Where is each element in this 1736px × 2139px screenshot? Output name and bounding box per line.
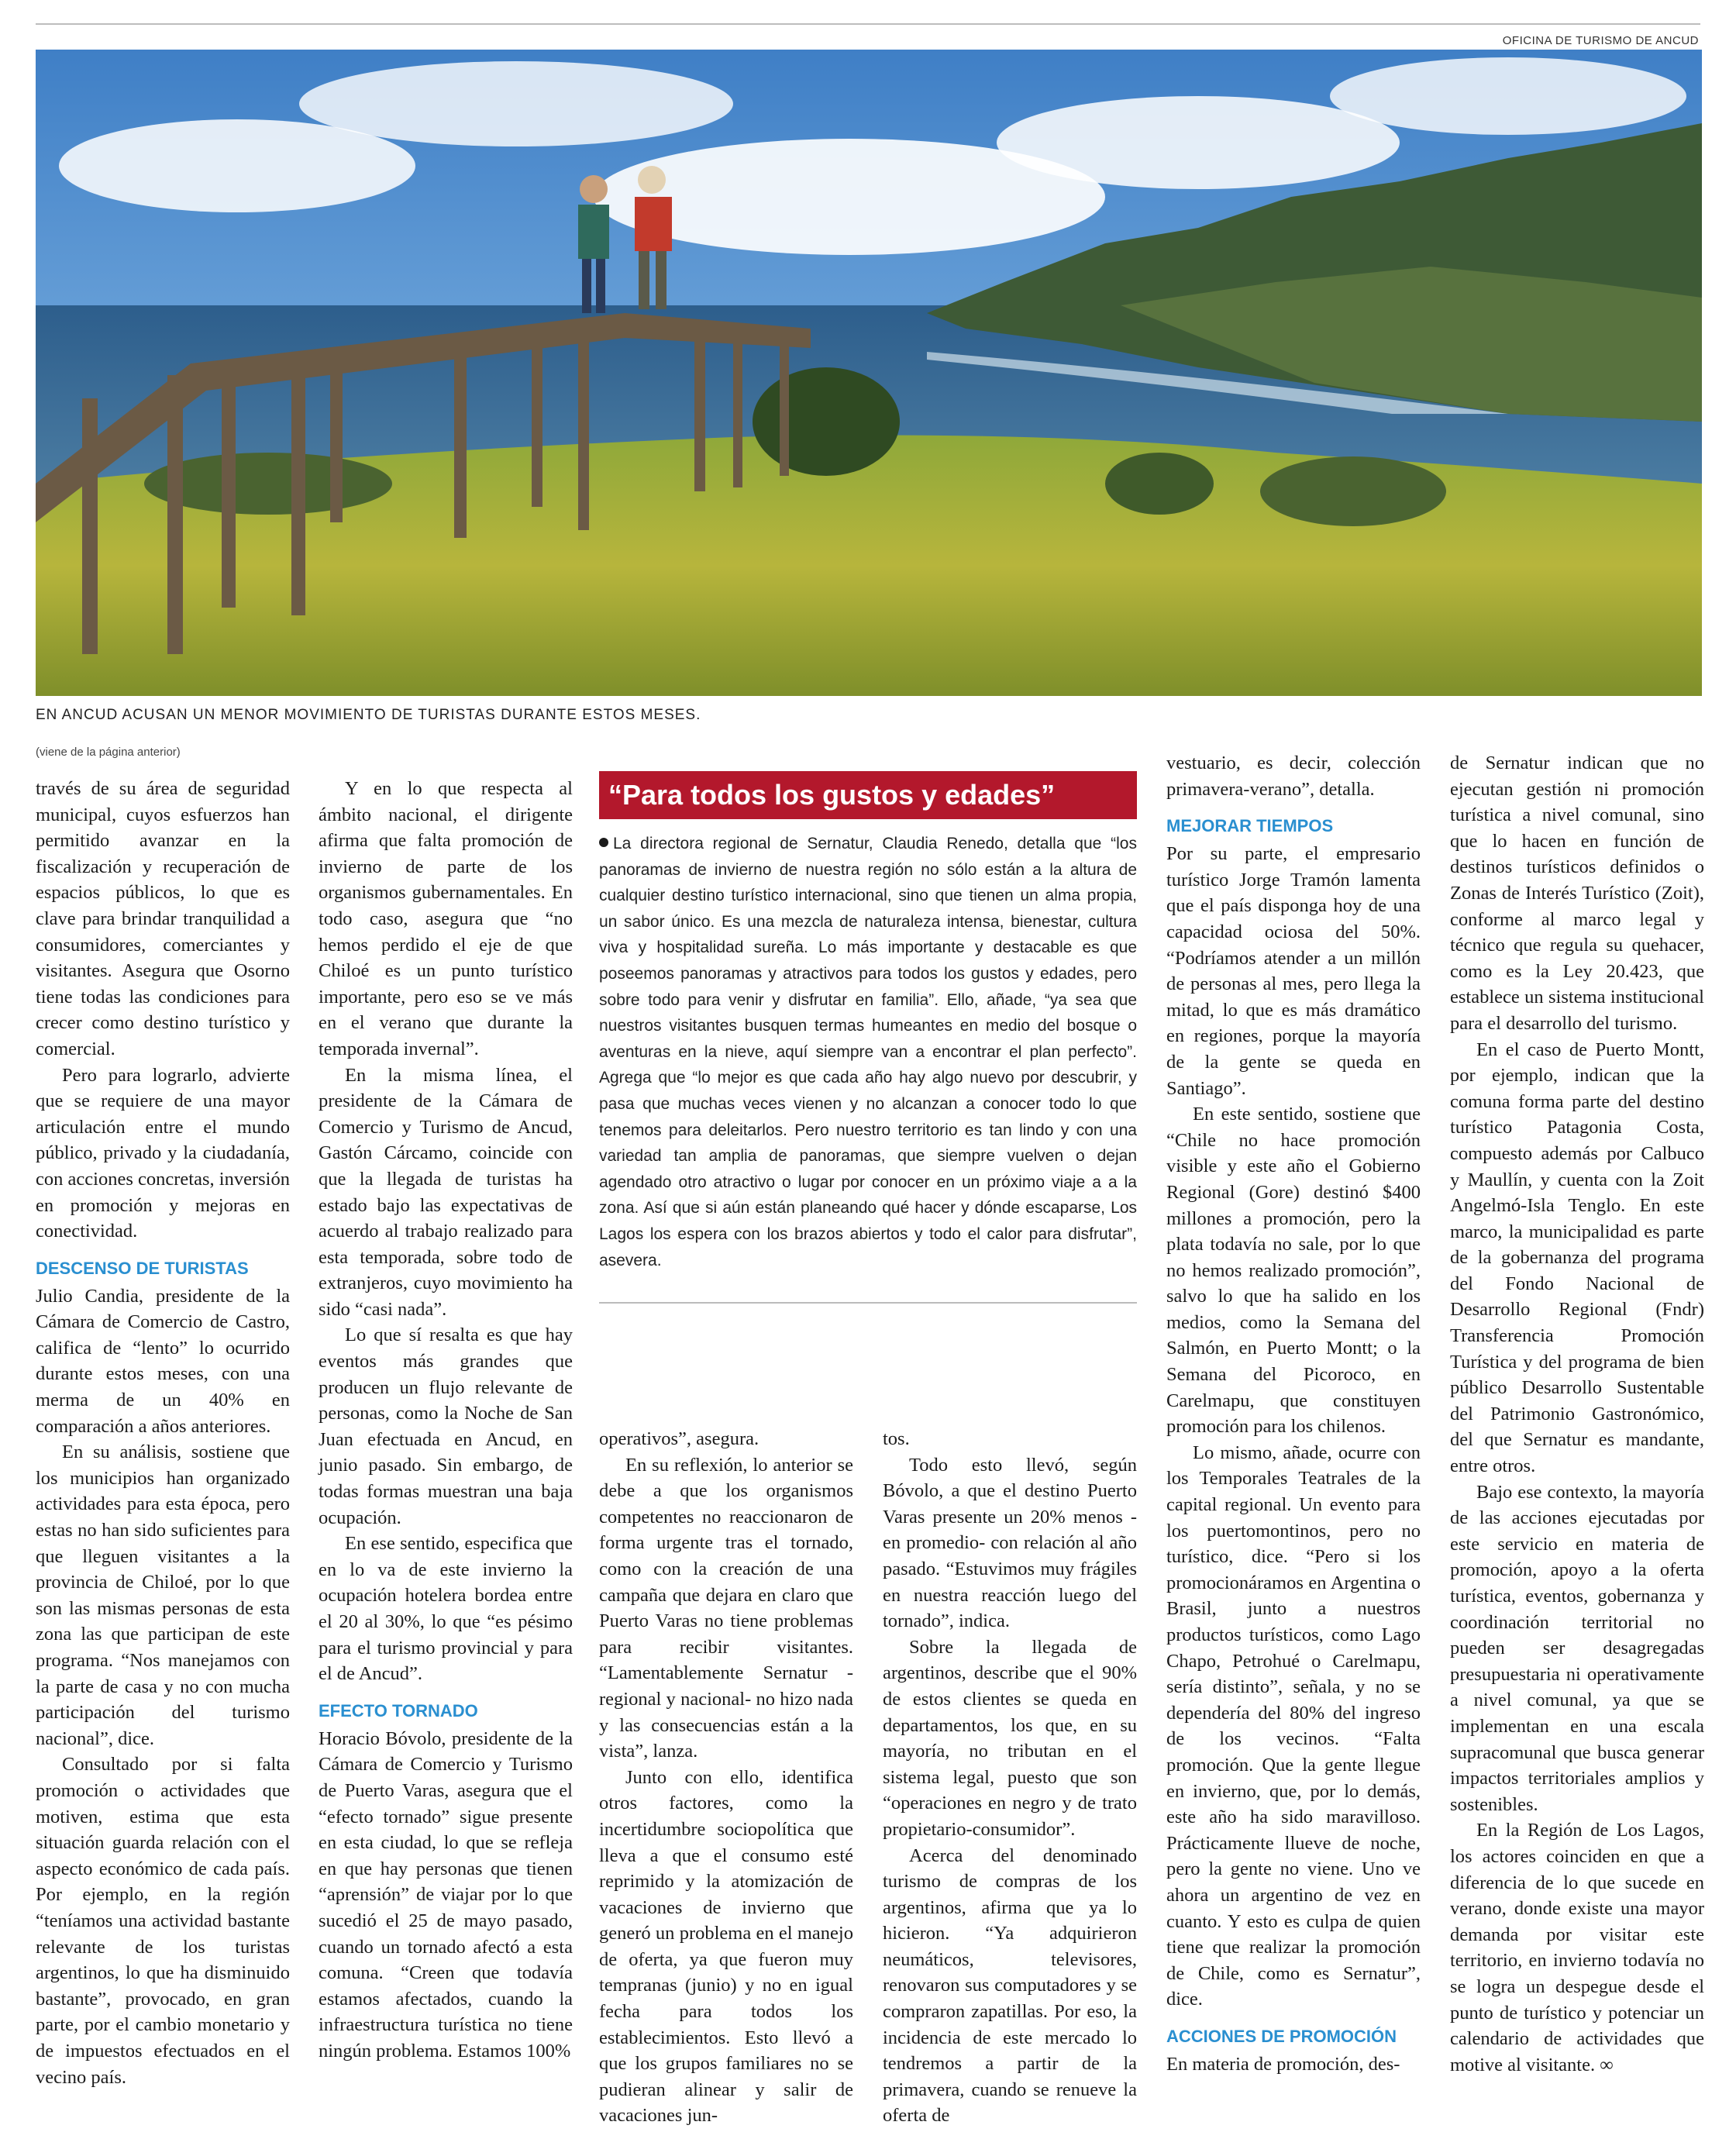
subheading-mejorar-tiempos: MEJORAR TIEMPOS	[1166, 816, 1334, 836]
paragraph: tos.	[883, 1428, 910, 1449]
paragraph: En su reflexión, lo anterior se debe a que los organismos competentes no reaccionaron de forma urgente tras el tornado, como con la creación de una campaña que dejara en claro que Puerto Varas no tiene problemas para recibir visitantes. “Lamentablemente Sernatur -regional y nacional- no hizo nada y las consecuencias están a la vista”, lanza.	[599, 1454, 853, 1762]
paragraph: En la Región de Los Lagos, los actores coinciden en que a diferencia de lo que sucede en verano, donde existe una mayor demanda por visitar este territorio, en invierno todavía no se logra un despegue desde el punto de turístico y potenciar un calendario de actividades que motive al visitante. ∞	[1450, 1820, 1704, 2075]
paragraph: Consultado por si falta promoción o actividades que motiven, estima que esta situación guarda relación con el aspecto económico de cada país. Por ejemplo, en la región “teníamos una actividad bastante relevante de los turistas argentinos, lo que ha disminuido bastante”, provocado, en gran parte, por el cambio monetario y de impuestos efectuados en el vecino país.	[36, 1754, 290, 2088]
article-column-6	[1450, 750, 1704, 2078]
article-column-3	[599, 1426, 853, 2129]
paragraph: Bajo ese contexto, la mayoría de las acciones ejecutadas por este servicio en materia de promoción, apoyo a la oferta turística, eventos, gobernanza y coordinación territorial no pueden ser desagregadas presupuestaria ni operativamente a nivel comunal, ya que se implementan en una escala supracomunal que busca generar impactos territoriales amplios y sostenibles.	[1450, 1481, 1704, 1815]
subheading-efecto-tornado: EFECTO TORNADO	[319, 1700, 478, 1720]
paragraph: En materia de promoción, des-	[1166, 2053, 1400, 2075]
article-column-1	[36, 776, 290, 2090]
paragraph: En ese sentido, especifica que en lo va de este invierno la ocupación hotelera bordea entre el 20 al 30%, lo que “es pésimo para el turismo provincial y para el de Ancud”.	[319, 1533, 573, 1685]
photo-credit: OFICINA DE TURISMO DE ANCUD	[1502, 34, 1699, 47]
header-rule	[36, 23, 1700, 25]
sidebar-box-text	[599, 831, 1137, 1273]
subheading-acciones-promocion: ACCIONES DE PROMOCIÓN	[1166, 2026, 1397, 2046]
article-column-4	[883, 1426, 1137, 2129]
paragraph: Pero para lograrlo, advierte que se requiere de una mayor articulación entre el mundo público, privado y la ciudadanía, con acciones concretas, inversión en promoción y mejoras en conectividad.	[36, 1064, 290, 1242]
paragraph: En su análisis, sostiene que los municipios han organizado actividades para esta época, pero estas no han sido suficientes para que lleguen visitantes a la provincia de Chiloé, por lo que son las mismas personas de esta zona las que participan de este programa. “Nos manejamos con la parte de casa y no con mucha participación del turismo nacional”, dice.	[36, 1442, 290, 1749]
sidebar-box-rule	[599, 1302, 1137, 1304]
continued-note: (viene de la página anterior)	[36, 746, 181, 759]
paragraph: operativos”, asegura.	[599, 1428, 760, 1449]
bullet-icon	[599, 838, 608, 847]
paragraph: Y en lo que respecta al ámbito nacional, el dirigente afirma que falta promoción de invierno de parte de los organismos gubernamentales. En todo caso, asegura que “no hemos perdido el eje de que Chiloé es un punto turístico importante, pero eso se ve más en el verano que durante la temporada invernal”.	[319, 778, 573, 1059]
sidebar-box-title: “Para todos los gustos y edades”	[599, 771, 1137, 819]
sidebar-box-body: La directora regional de Sernatur, Claudia Renedo, detalla que “los panoramas de invierno de nuestra región no sólo están a la altura de cualquier destino turístico internacional, sino que tienen un alma propia, un sabor único. Es una mezcla de naturaleza intensa, bienestar, cultura viva y hospitalidad sureña. Lo más importante y destacable es que poseemos panoramas y atractivos para todos los gustos y edades, pero sobre todo para venir y disfrutar en familia”. Ello, añade, “ya sea que nuestros visitantes busquen termas humeantes en medio del bosque o aventuras en la nieve, aquí siempre van a encontrar el plan perfecto”. Agrega que “lo mejor es que cada año hay algo nuevo por descubrir, y pasa que muchas veces vienen y no alcanzan a conocer todo lo que tenemos para deleitarlos. Pero nuestro territorio es tan lindo y con una variedad tan amplia de panoramas, que siempre vuelven o dejan agendado otro atractivo o lugar por conocer en un próximo viaje a a la zona. Así que si aún están planeando qué hacer y dónde escaparse, Los Lagos los espera con los brazos abiertos y todo el calor para disfrutar”, asevera.	[599, 835, 1137, 1269]
paragraph: En este sentido, sostiene que “Chile no hace promoción visible y este año el Gobierno Regional (Gore) destinó $400 millones a promoción, pero la plata todavía no sale, por lo que no hemos realizado promoción”, salvo lo que ha salido en los medios, como la Semana del Salmón, en Puerto Montt; o la Semana del Picoroco, en Carelmapu, que constituyen promoción para los chilenos.	[1166, 1104, 1421, 1438]
article-photo	[36, 50, 1702, 696]
paragraph: Sobre la llegada de argentinos, describe que el 90% de estos clientes se queda en departamentos, los que, en su mayoría, no tributan en el sistema legal, puesto que son “operaciones en negro y de trato propietario-consumidor”.	[883, 1636, 1137, 1840]
paragraph: Todo esto llevó, según Bóvolo, a que el destino Puerto Varas presente un 20% menos -en promedio- con relación al año pasado. “Estuvimos muy frágiles en nuestra reacción luego del tornado”, indica.	[883, 1454, 1137, 1632]
paragraph: de Sernatur indican que no ejecutan gestión ni promoción turística a nivel comunal, sino que lo hacen en función de destinos turísticos definidos o Zonas de Interés Turístico (Zoit), conforme al marco legal y técnico que regula su quehacer, como es la Ley 20.423, que establece un sistema institucional para el desarrollo del turismo.	[1450, 753, 1704, 1034]
paragraph: Lo mismo, añade, ocurre con los Temporales Teatrales de la capital regional. Un evento para los puertomontinos, pero no turístico, dice. “Pero si los promocionáramos en Argentina o Brasil, junto a nuestros productos turísticos, como Lago Chapo, Petrohué o Carelmapu, sería distinto”, señala, y no se dependería del 80% del ingreso de los vecinos. “Falta promoción. Que la gente llegue en invierno, que, por lo demás, este año ha sido maravilloso. Prácticamente llueve de noche, pero la gente no viene. Uno ve ahora un argentino de vez en cuanto. Y esto es culpa de quien tiene que realizar la promoción de Chile, como es Sernatur”, dice.	[1166, 1442, 1421, 2010]
paragraph: En el caso de Puerto Montt, por ejemplo, indican que la comuna forma parte del destino turístico Patagonia Costa, compuesto además por Calbuco y Maullín, y cuenta con la Zoit Angelmó-Isla Tenglo. En este marco, la municipalidad es parte de la gobernanza del programa del Fondo Nacional de Desarrollo Regional (Fndr) Transferencia Promoción Turística y del programa de bien público Desarrollo Sustentable del Patrimonio Gastronómico, del que Sernatur es mandante, entre otros.	[1450, 1038, 1704, 1477]
paragraph: Horacio Bóvolo, presidente de la Cámara de Comercio y Turismo de Puerto Varas, asegura que el “efecto tornado” sigue presente en esta ciudad, lo que se refleja en que hay personas que tienen “aprensión” de viajar por lo que sucedió el 25 de mayo pasado, cuando un tornado afectó a esta comuna. “Creen que todavía estamos afectados, cuando la infraestructura turística no tiene ningún problema. Estamos 100%	[319, 1727, 573, 2062]
paragraph: través de su área de seguridad municipal, cuyos esfuerzos han permitido avanzar en la fiscalización y recuperación de espacios públicos, lo que es clave para brindar tranquilidad a consumidores, comerciantes y visitantes. Asegura que Osorno tiene todas las condiciones para crecer como destino turístico y comercial.	[36, 778, 290, 1059]
paragraph: Acerca del denominado turismo de compras de los argentinos, afirma que ya lo hicieron. “Ya adquirieron neumáticos, televisores, renovaron sus computadores y se compraron zapatillas. Por eso, la incidencia de este mercado lo tendremos a partir de la primavera, cuando se renueve la oferta de	[883, 1844, 1137, 2127]
paragraph: vestuario, es decir, colección primavera-verano”, detalla.	[1166, 753, 1421, 800]
paragraph: Julio Candia, presidente de la Cámara de Comercio de Castro, califica de “lento” lo ocurrido durante estos meses, con una merma de un 40% en comparación a años anteriores.	[36, 1285, 290, 1437]
paragraph: Lo que sí resalta es que hay eventos más grandes que producen un flujo relevante de personas, como la Noche de San Juan efectuada en Ancud, en junio pasado. Sin embargo, de todas formas muestran una baja ocupación.	[319, 1324, 573, 1528]
photo-caption: EN ANCUD ACUSAN UN MENOR MOVIMIENTO DE TURISTAS DURANTE ESTOS MESES.	[36, 707, 701, 723]
subheading-descenso: DESCENSO DE TURISTAS	[36, 1258, 249, 1278]
paragraph: Junto con ello, identifica otros factores, como la incertidumbre sociopolítica que lleva a que el consumo esté reprimido y la atomización de vacaciones de invierno que generó un problema en el manejo de oferta, ya que fueron muy tempranas (junio) y no en igual fecha para todos los establecimientos. Esto llevó a que los grupos familiares no se pudieran alinear y salir de vacaciones jun-	[599, 1766, 853, 2127]
article-column-5	[1166, 750, 1421, 2078]
article-column-2	[319, 776, 573, 2065]
paragraph: Por su parte, el empresario turístico Jorge Tramón lamenta que el país disponga hoy de una capacidad ociosa del 50%. “Podríamos atender a un millón de personas al mes, pero llega la mitad, lo que es más dramático en regiones, porque la mayoría de la gente se queda en Santiago”.	[1166, 843, 1421, 1099]
paragraph: En la misma línea, el presidente de la Cámara de Comercio y Turismo de Ancud, Gastón Cárcamo, coincide con que la llegada de turistas ha estado bajo las expectativas de acuerdo al trabajo realizado para esta temporada, sobre todo de extranjeros, cuyo movimiento ha sido “casi nada”.	[319, 1064, 573, 1320]
